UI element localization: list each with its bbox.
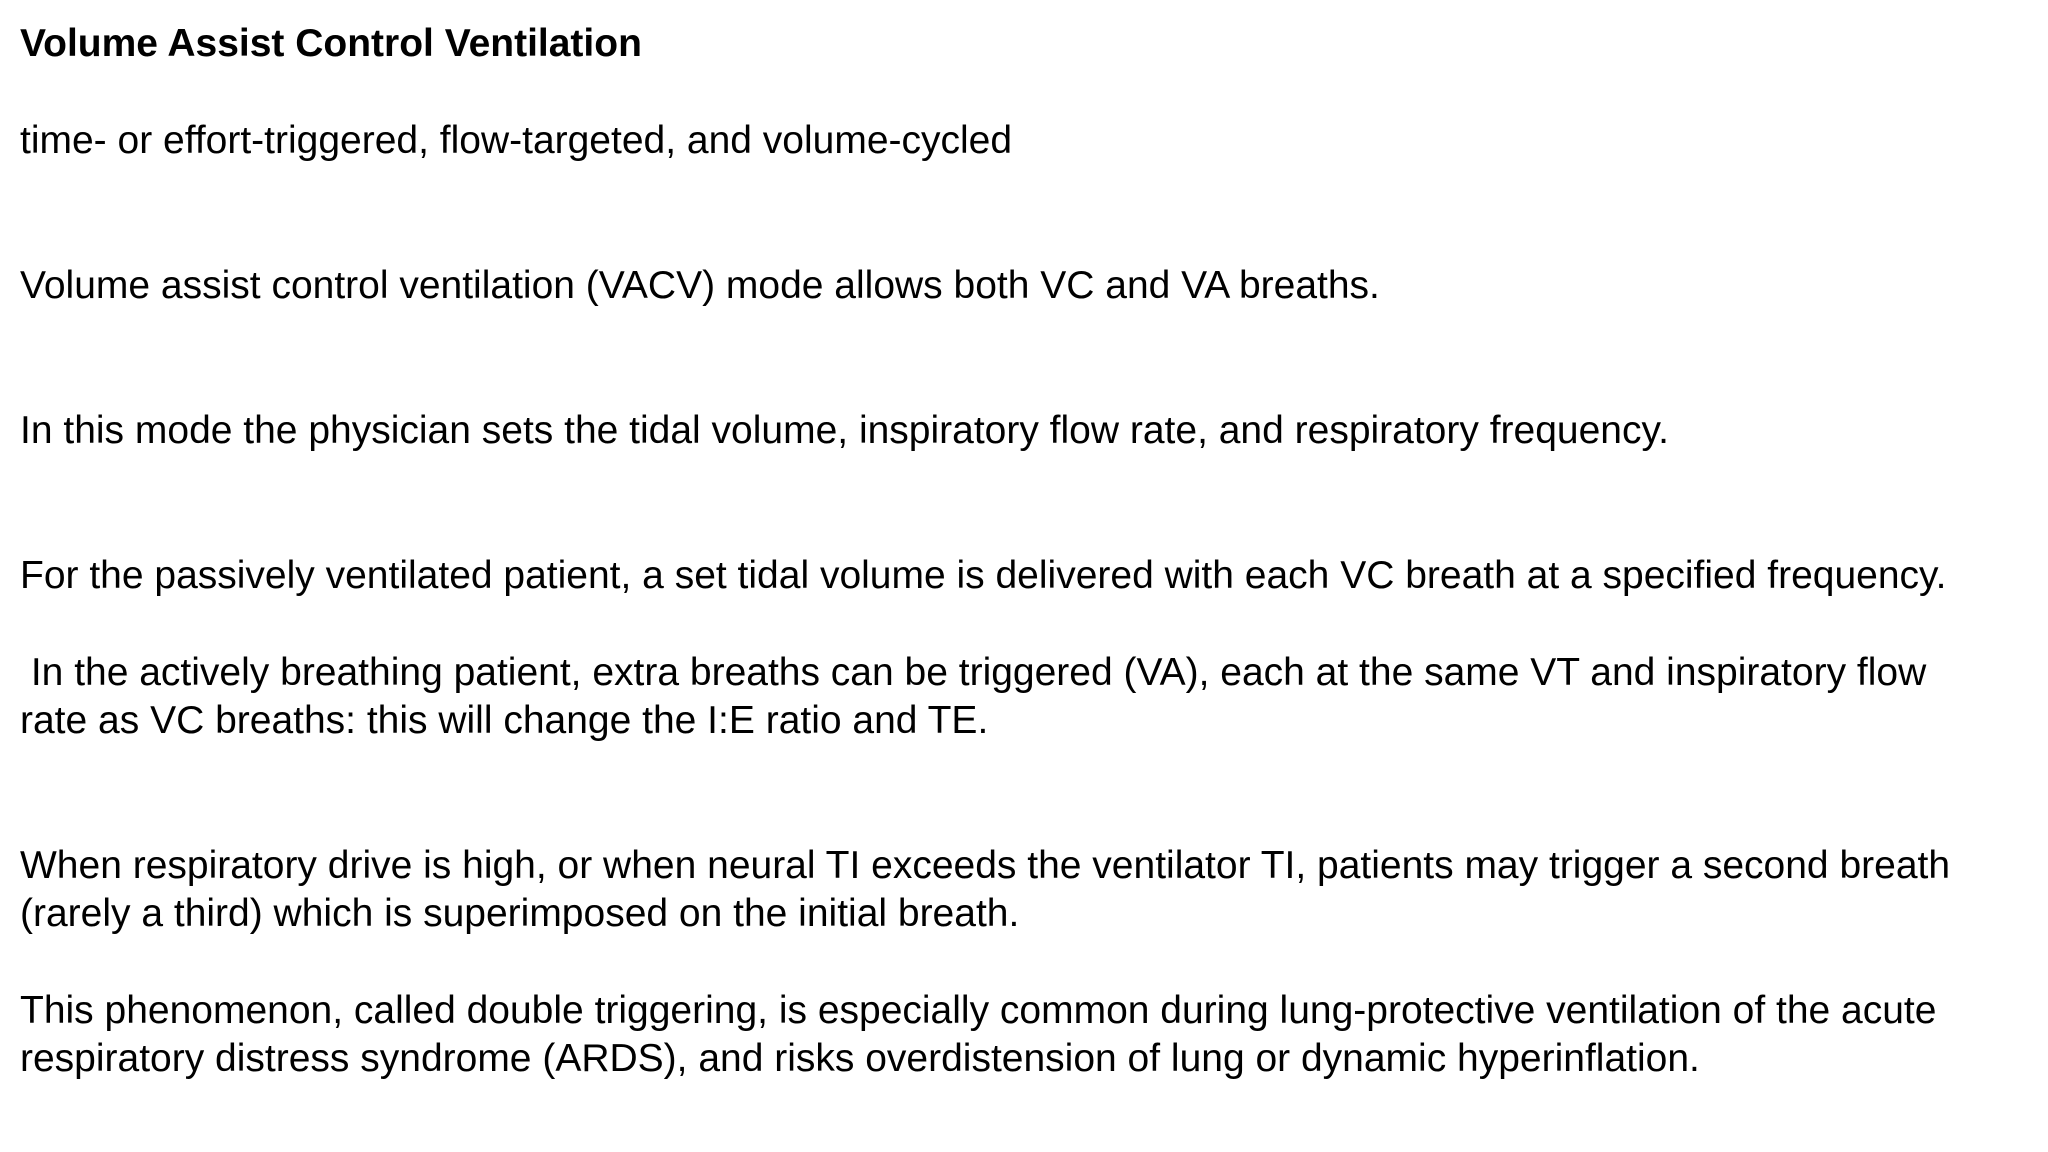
page-title: Volume Assist Control Ventilation [20, 22, 642, 65]
paragraph-double-triggering-line-1: This phenomenon, called double triggering, is especially common during lung-protective ventilation of the acute [20, 989, 1937, 1032]
paragraph-vacv-mode: Volume assist control ventilation (VACV) mode allows both VC and VA breaths. [20, 264, 1380, 307]
subtitle-line: time- or effort-triggered, flow-targeted, and volume-cycled [20, 119, 1013, 162]
paragraph-active-patient-line-1: In the actively breathing patient, extra breaths can be triggered (VA), each at the same VT and inspiratory flow [20, 651, 1927, 694]
paragraph-double-triggering-line-2: respiratory distress syndrome (ARDS), and risks overdistension of lung or dynamic hyperinflation. [20, 1037, 1700, 1080]
paragraph-respiratory-drive-line-1: When respiratory drive is high, or when neural TI exceeds the ventilator TI, patients may trigger a second breath [20, 844, 1951, 887]
paragraph-active-patient-line-2: rate as VC breaths: this will change the I:E ratio and TE. [20, 699, 989, 742]
paragraph-passive-patient: For the passively ventilated patient, a set tidal volume is delivered with each VC breath at a specified frequency. [20, 554, 1947, 597]
paragraph-respiratory-drive-line-2: (rarely a third) which is superimposed on the initial breath. [20, 892, 1020, 935]
paragraph-physician-settings: In this mode the physician sets the tidal volume, inspiratory flow rate, and respiratory frequency. [20, 409, 1669, 452]
